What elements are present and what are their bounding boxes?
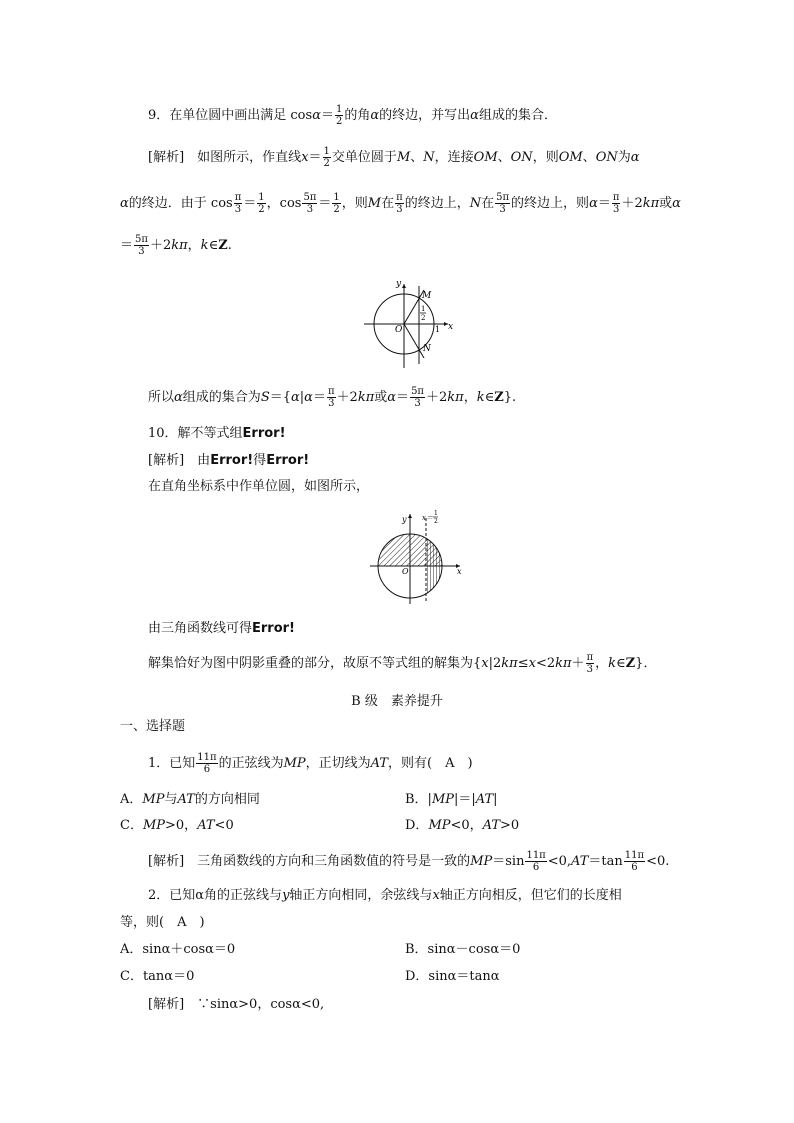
fig2-label-xeq: x＝ (422, 514, 433, 522)
solution-10-line-2: 在直角坐标系中作单位圆，如图所示， (148, 479, 370, 494)
solution-10-line-1: [解析] 由Error!得Error! (148, 453, 310, 468)
solution-9-line-1: [解析] 如图所示，作直线x＝ $\frac{1}{2}$ 交单位圆于M、N，连接OM、ON，则OM、ON为α (148, 146, 640, 169)
question-1: 1．已知 $\frac{11\pi}{6}$ 的正弦线为MP，正切线为AT，则有( A ) (148, 752, 473, 775)
q2-option-d: D．sinα＝tanα (405, 969, 500, 984)
q1-solution: [解析] 三角函数线的方向和三角函数值的符号是一致的MP＝sin $\frac{11\pi}{6}$ <0,AT＝tan $\frac{11\pi}{6}$ <0. (148, 850, 670, 873)
frac-one-half: $\frac{1}{2}$ (335, 104, 343, 127)
q1-option-a: A．MP与AT的方向相同 (120, 792, 260, 807)
q1-option-d: D．MP<0，AT>0 (405, 818, 520, 833)
unit-circle-figure-1 (360, 272, 460, 372)
q2-solution: [解析] ∵sinα>0，cosα<0, (148, 997, 325, 1012)
fig1-label-n: N (423, 344, 431, 354)
question-2-line-1: 2．已知α角的正弦线与y轴正方向相同，余弦线与x轴正方向相反，但它们的长度相 (148, 888, 622, 903)
problem-9-line: 9．在单位圆中画出满足 cosα＝ $\frac{1}{2}$ 的角α的终边，并写出α组成的集合． (148, 104, 557, 127)
fig2-label-y: y (402, 515, 407, 524)
fig1-label-one: 1 (435, 325, 441, 334)
question-2-line-2: 等，则( A ) (120, 915, 205, 930)
solution-10-line-4: 解集恰好为图中阴影重叠的部分，故原不等式组的解集为{x|2kπ≤x<2kπ＋ $\frac{\pi}{3}$ ，k∈Z}． (148, 652, 657, 675)
fig1-label-o: O (395, 325, 403, 335)
solution-9-line-3: ＝ $\frac{5\pi}{3}$ ＋2kπ，k∈Z. (120, 234, 232, 257)
unit-circle-figure-2 (370, 506, 470, 606)
solution-10-line-3: 由三角函数线可得Error! (148, 621, 295, 636)
section-b-title: B 级 素养提升 (351, 694, 443, 709)
fig2-label-x: x (457, 567, 462, 576)
q1-option-b: B．|MP|＝|AT| (405, 792, 498, 807)
q2-option-a: A．sinα＋cosα＝0 (120, 942, 236, 957)
fig2-label-o: O (402, 567, 409, 576)
fig1-half-den: 2 (421, 314, 426, 322)
problem-10-line: 10．解不等式组Error! (148, 426, 286, 441)
fig1-label-y: y (396, 279, 402, 289)
section-subtitle: 一、选择题 (120, 719, 186, 734)
fig1-label-x: x (448, 322, 454, 332)
fig2-half-num: 1 (434, 510, 438, 517)
q2-option-c: C．tanα＝0 (120, 969, 195, 984)
line-on (404, 324, 424, 358)
solution-9-set: 所以α组成的集合为S＝{α|α＝ $\frac{\pi}{3}$ ＋2kπ或α＝ $\frac{5\pi}{3}$ ＋2kπ，k∈Z}. (148, 386, 517, 409)
q1-option-c: C．MP>0，AT<0 (120, 818, 234, 833)
fig1-label-m: M (422, 291, 432, 301)
q2-option-b: B．sinα－cosα＝0 (405, 942, 521, 957)
fig2-half-den: 2 (434, 518, 438, 525)
fig1-half-num: 1 (421, 305, 426, 313)
solution-9-line-2: α的终边．由于 cos $\frac{\pi}{3}$ ＝ $\frac{1}{2}$ ，cos $\frac{5\pi}{3}$ ＝ $\frac{1}{2}$ ，则M在 $\frac{\pi}{3}$ 的终边上，N在 $\frac{5\pi}{3}$ 的终边上，则α＝ $\frac{\pi}{3}$ ＋2kπ或α (120, 192, 681, 215)
